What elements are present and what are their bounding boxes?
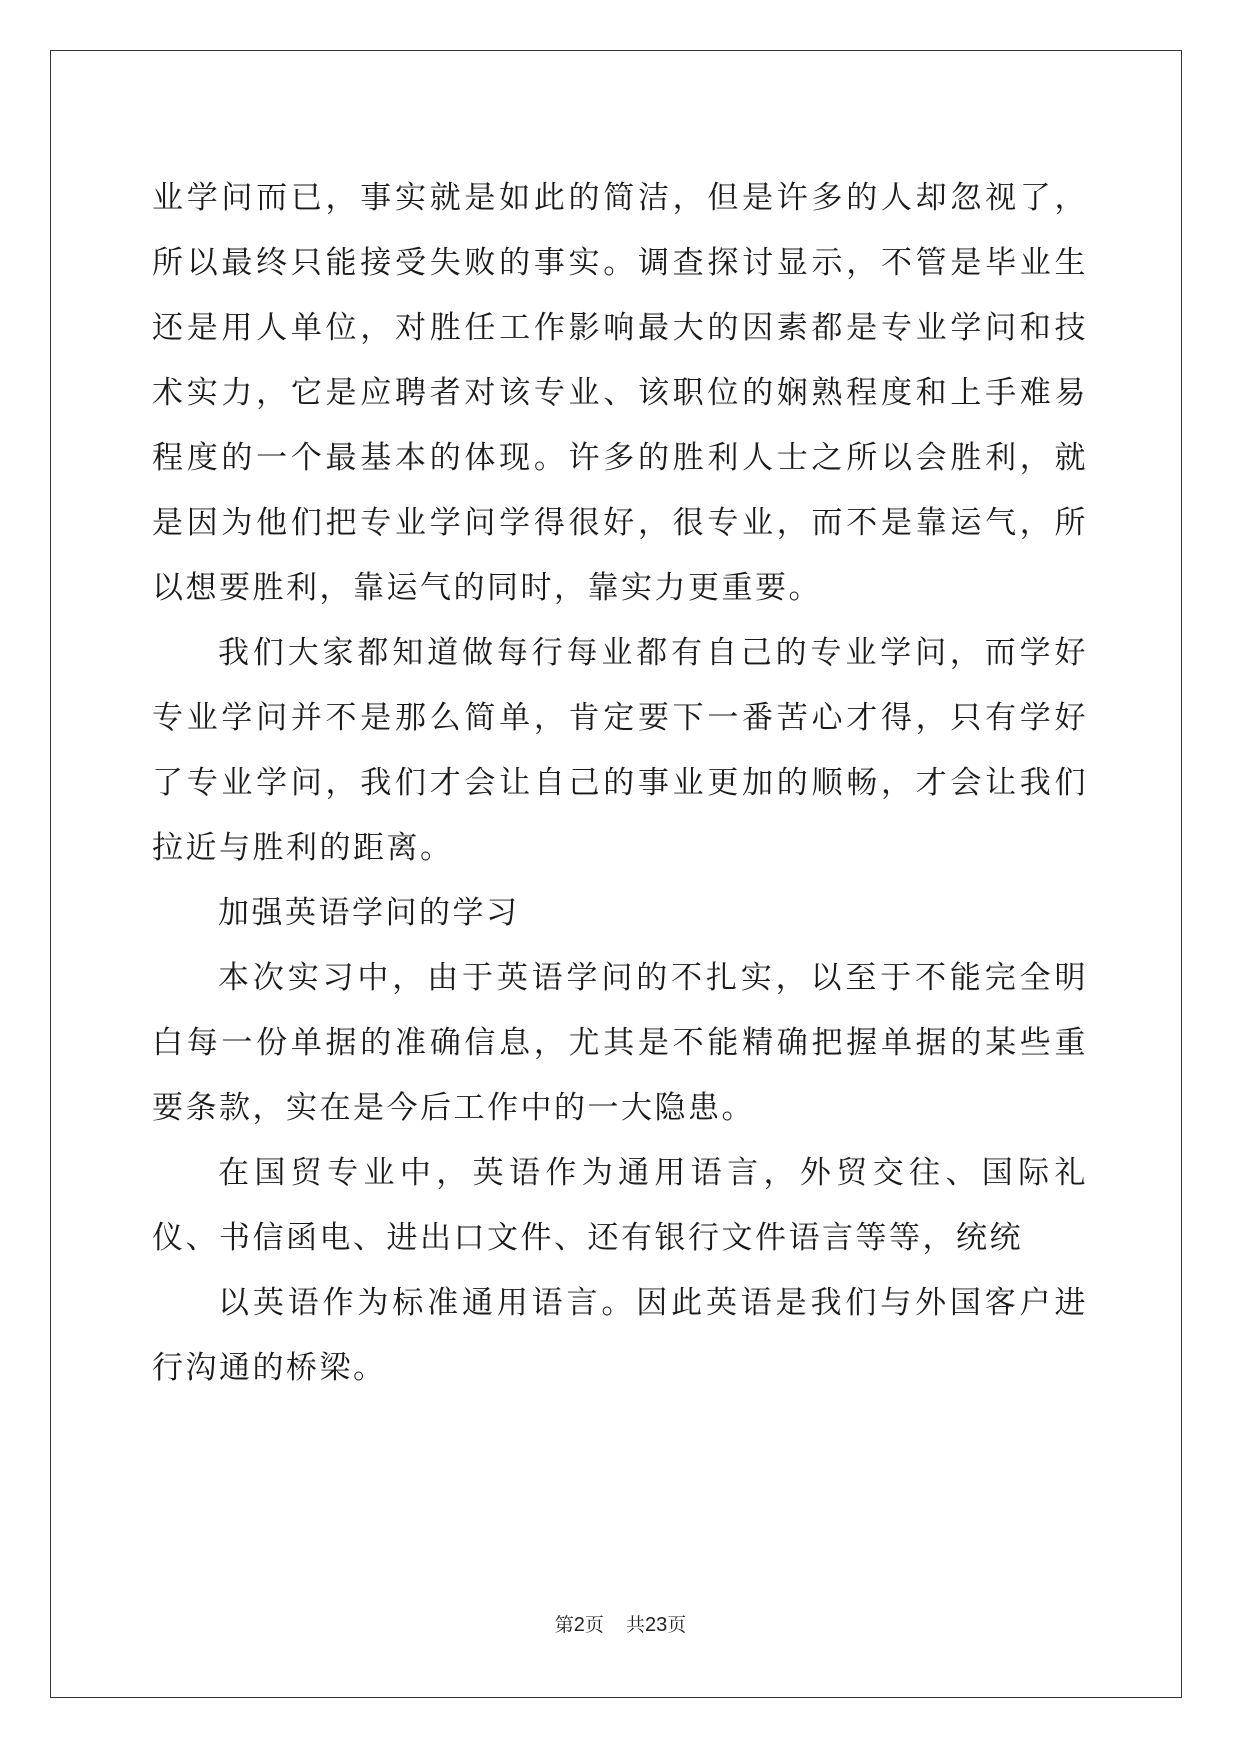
paragraph-3: 本次实习中，由于英语学问的不扎实，以至于不能完全明白每一份单据的准确信息，尤其是不能精确把握单据的某些重要条款，实在是今后工作中的一大隐患。 [152, 960, 1088, 1126]
paragraph-2: 我们大家都知道做每行每业都有自己的专业学问，而学好专业学问并不是那么简单，肯定要下一番苦心才得，只有学好了专业学问，我们才会让自己的事业更加的顺畅，才会让我们拉近与胜利的距离。 [152, 635, 1088, 866]
page-prefix: 第 [554, 1614, 574, 1636]
page-number: 2 [573, 1614, 585, 1636]
document-body [152, 166, 1088, 1401]
section-heading: 加强英语学问的学习 [218, 895, 520, 931]
total-suffix: 页 [667, 1614, 687, 1636]
paragraph-1: 业学问而已，事实就是如此的简洁，但是许多的人却忽视了，所以最终只能接受失败的事实。调查探讨显示，不管是毕业生还是用人单位，对胜任工作影响最大的因素都是专业学问和技术实力，它是应聘者对该专业、该职位的娴熟程度和上手难易程度的一个最基本的体现。许多的胜利人士之所以会胜利，就是因为他们把专业学问学得很好，很专业，而不是靠运气，所以想要胜利，靠运气的同时，靠实力更重要。 [152, 180, 1088, 606]
total-pages: 23 [644, 1614, 668, 1636]
paragraph-4: 在国贸专业中，英语作为通用语言，外贸交往、国际礼仪、书信函电、进出口文件、还有银行文件语言等等，统统 [152, 1155, 1088, 1256]
total-prefix: 共 [625, 1614, 645, 1636]
page-footer [0, 1610, 1241, 1637]
paragraph-5: 以英语作为标准通用语言。因此英语是我们与外国客户进行沟通的桥梁。 [152, 1285, 1088, 1386]
page-suffix: 页 [584, 1614, 604, 1636]
